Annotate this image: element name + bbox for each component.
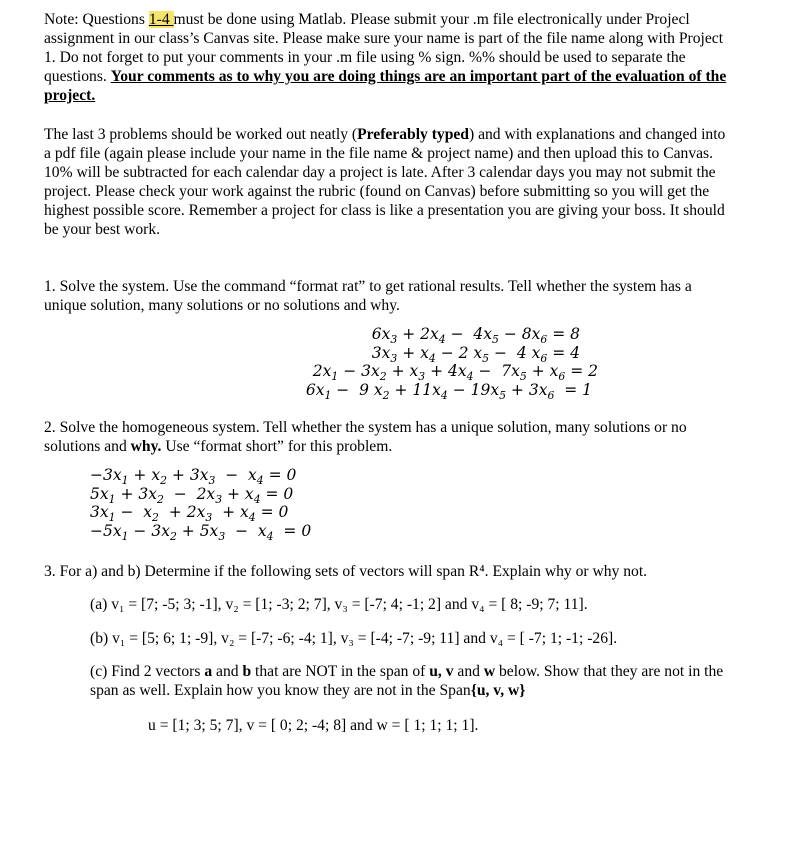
vectors-uv-label: u, v — [429, 663, 454, 680]
problem-3c-text-3: below. Show that they are not in the span as well. Explain how you know they are not in the Span — [90, 663, 724, 699]
note-prefix: Note: Questions — [44, 11, 149, 28]
problem-1-text: 1. Solve the system. Use the command “format rat” to get rational results. Tell whether the system has a unique solution, many solutions or no solutions and why. — [44, 278, 692, 314]
problem-3c-and: and — [212, 663, 243, 680]
problem-3c-vectors: u = [1; 3; 5; 7], v = [ 0; 2; -4; 8] and w = [ 1; 1; 1; 1]. — [148, 717, 479, 734]
equation-2-4: $-5x_1 - 3x_2 + 5x_3 - x_4 = 0$ — [90, 521, 312, 543]
note-paragraph — [44, 10, 734, 105]
vector-w-label: w — [483, 663, 496, 680]
vector-b-label: b — [242, 663, 252, 680]
equation-2-1: $-3x_1 + x_2 + 3x_3 - x_4 = 0$ — [90, 466, 297, 488]
problem-2-text-1: 2. Solve the homogeneous system. Tell whether the system has a unique solution, many solutions or no solutions and — [44, 419, 687, 455]
equation-2-3: $3x_1 - x_2 + 2x_3 + x_4 = 0$ — [90, 503, 289, 525]
instructions-bold: Preferably typed — [357, 126, 469, 143]
problem-2-text-2: Use “format short” for this problem. — [161, 438, 393, 455]
instructions-text-2: ) and with explanations and changed into a pdf file (again please include your name in the file name & project name) and then upload this to Canvas. 10% will be subtracted for each calendar day a project is late. After 3 calendar days you may not submit the project. Please check your work against the rubric (found on Canvas) before submitting so you will get the highest possible score. Remember a project for class is like a presentation you are giving your boss. It should be your best work. — [44, 126, 726, 238]
note-body: must be done using Matlab. Please submit your .m file electronically under Projecl assignment in our class’s Canvas site. Please make sure your name is part of the file name along with Project 1. Do not forget to put your comments in your .m file using % sign. %% should be used to separate the questions. — [44, 11, 724, 85]
problem-2-bold: why. — [130, 438, 162, 455]
equation-1-1: $6x_3 + 2x_4 - 4x_5 - 8x_6 = 8$ — [371, 325, 580, 347]
instructions-paragraph — [44, 125, 734, 239]
instructions-text-1: The last 3 problems should be worked out neatly ( — [44, 126, 358, 143]
problem-2-text — [44, 418, 734, 456]
problem-1-equations — [44, 325, 734, 402]
span-set-label: {u, v, w} — [470, 682, 526, 699]
problem-3-intro: 3. For a) and b) Determine if the following sets of vectors will span R⁴. Explain why or why not. — [44, 563, 648, 580]
problem-3c-text-2: that are NOT in the span of — [251, 663, 430, 680]
equation-2-2: $5x_1 + 3x_2 - 2x_3 + x_4 = 0$ — [90, 484, 294, 506]
note-emphasis: Your comments as to why you are doing things are an important part of the evaluation of the project. — [44, 68, 727, 104]
equation-1-4: $6x_1 - 9$ $x_2 + 11x_4 - 19x_5 + 3x_6 = 1$ — [305, 380, 592, 402]
problem-3c — [90, 662, 734, 700]
vector-a-label: a — [204, 663, 213, 680]
problem-3c-text-1: (c) Find 2 vectors — [90, 663, 205, 680]
equation-1-3: $2x_1 - 3x_2 + x_3 + 4x_4 - 7x_5 + x_6 = 2$ — [312, 362, 598, 384]
document-page — [44, 10, 734, 735]
equation-1-2: $3x_3 + x_4 - 2$ $x_5 - 4$ $x_6 = 4$ — [371, 343, 580, 365]
problem-3c-and-2: and — [453, 663, 484, 680]
problem-3b: (b) v₁ = [5; 6; 1; -9], v₂ = [-7; -6; -4; 1], v₃ = [-4; -7; -9; 11] and v₄ = [ -7; 1; -1; -26]. — [90, 630, 618, 647]
problem-2-equations — [90, 466, 734, 543]
highlighted-question-range: 1-4 — [148, 11, 174, 28]
problem-3a: (a) v₁ = [7; -5; 3; -1], v₂ = [1; -3; 2; 7], v₃ = [-7; 4; -1; 2] and v₄ = [ 8; -9; 7; 11]. — [90, 596, 588, 613]
